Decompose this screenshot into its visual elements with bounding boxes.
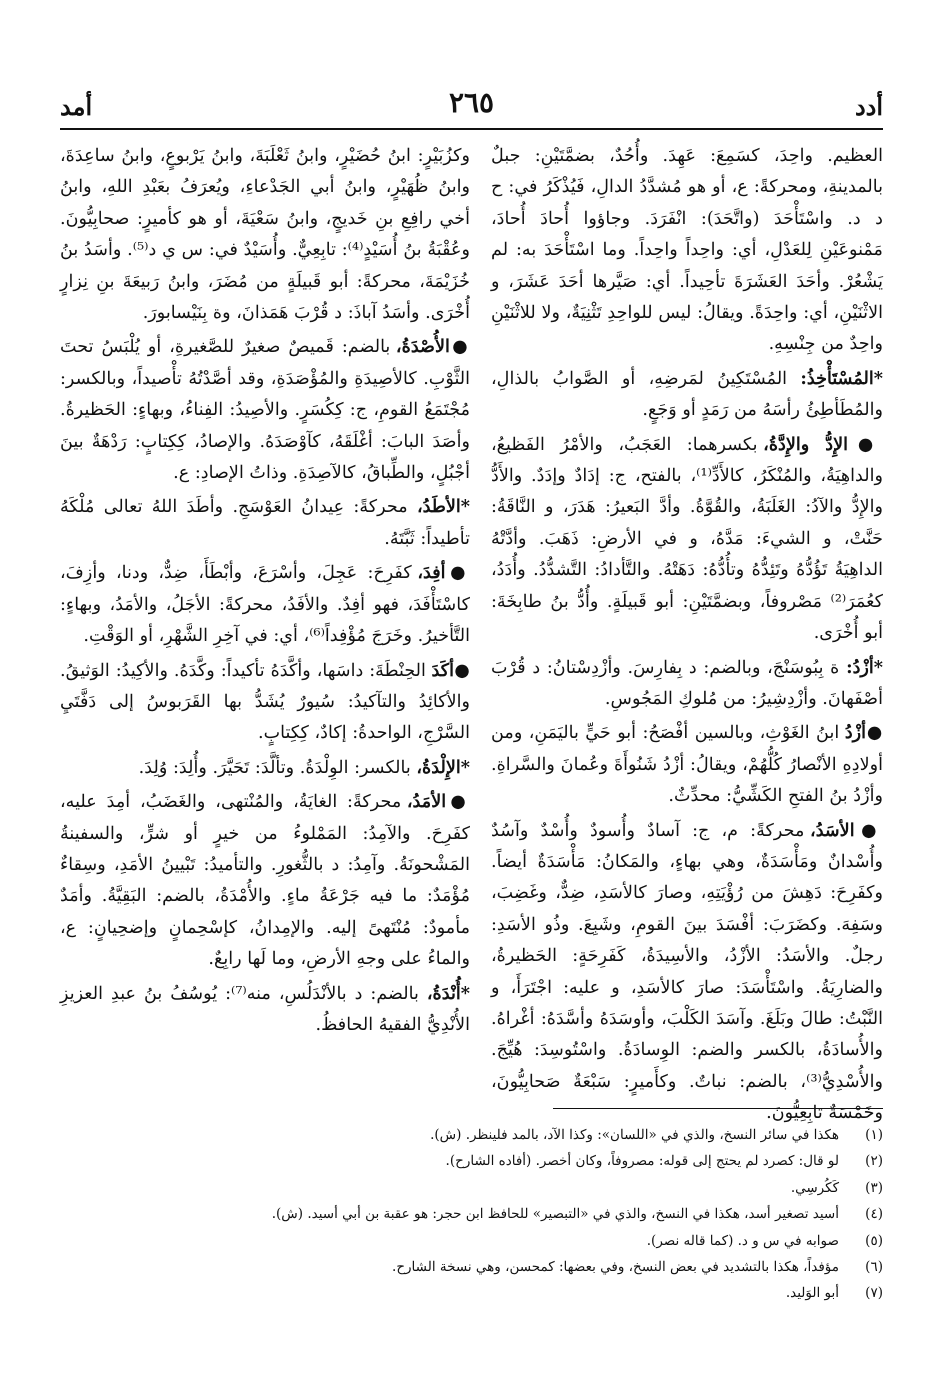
entry-headword: *الأطَدُ، bbox=[416, 496, 470, 518]
dictionary-entry bbox=[491, 140, 883, 361]
entry-headword: *أُنْدَةُ، bbox=[426, 982, 470, 1004]
footnote-number: (٥) bbox=[865, 1232, 883, 1249]
header-last-word: أمد bbox=[60, 92, 93, 121]
entry-text: بكسرهما: العَجَبُ، والأمْرُ الفَظيعُ، والداهِيَةُ، والمُنْكَرُ، كالأَدِّ⁽¹⁾، بالفتح، ج: إدَادٌ وإدَدٌ. والأَدُّ والإِدُّ والآدُ: الغَلَبَةُ، والقُوَّةُ. وأدَّ البَعيرُ: هَدَرَ، و النَّاقَةُ: حَنَّتْ، و الشيءَ: مَدَّهُ، و في الأرضِ: ذَهَبَ. وأدَّتْهُ الداهِيَةُ تَؤُدُّهُ وتَئِدُّهُ وتأُدُّهُ: دَهَتْهُ. والتَّأدادُ: التَّشدُّدُ. وأُدَدُ، كعُمَرَ⁽²⁾ مَصْروفاً، وبضمَّتَيْنِ: أبو قَبيلَةٍ. وأُدُّ بنُ طابِخَةَ: أبو أُخْرَى. bbox=[491, 434, 883, 644]
entry-text: وكزُبَيْرٍ: ابنُ حُضَيْرٍ، وابنُ ثَعْلَبَةَ، وابنُ يَرْبوعٍ، وابنُ ساعِدَةَ، وابنُ ظُهَيْرٍ، وابنُ أبي الجَدْعاءِ، ويُعرَفُ بعَبْدِ اللهِ، وابنُ أخي رافِعِ بنِ خَديجٍ، وابنُ سَعْيَةَ، أو هو كأميرٍ: صحابِيُّونَ. وعُقْبَةُ بنُ أُسَيْدٍ⁽⁴⁾: تابِعِيٌّ. وأُسَيْدٌ في: س ي د⁽⁵⁾. وأسَدُ بنُ خُزَيْمَةَ، محركةً: أبو قَبيلَةٍ من مُضَرَ، وابنُ رَبيعَةَ بنِ نِزارٍ أُخْرَى. وأسَدُ آباذَ: د قُرْبَ هَمَذانَ، وة بِنَيْسابورَ. bbox=[60, 146, 471, 324]
footnote-number: (٦) bbox=[865, 1259, 883, 1276]
entry-text: كفَرِحَ: عَجِلَ، وأسْرَعَ، وأبْطَأَ، ضِدٌّ، ودنا، وأزِفَ، كاسْتَأْفَدَ، فهو أفِدٌ. والأفَدُ، محركةً: الأجَلُ، والأمَدُ، وبهاءٍ: التَّأخيرُ. وخَرَجَ مُؤْفِداً⁽⁶⁾، أي: في آخِرِ الشَّهْرِ، أو الوَقْتِ. bbox=[60, 563, 470, 647]
entry-headword: ●الإِدُّ والإِدَّةُ، bbox=[763, 433, 883, 455]
right-column bbox=[491, 140, 884, 1124]
dictionary-entry bbox=[60, 557, 470, 652]
entry-headword: ●أزْدُ bbox=[844, 722, 883, 744]
header-root-word: أدد bbox=[854, 92, 883, 121]
entry-headword: *أزْدُ: bbox=[846, 656, 883, 678]
footnote-number: (٢) bbox=[865, 1153, 883, 1170]
dictionary-entry bbox=[60, 491, 470, 555]
header-rule bbox=[60, 128, 883, 130]
footnote bbox=[60, 1175, 883, 1201]
page-header bbox=[60, 86, 883, 126]
left-column bbox=[60, 140, 470, 1070]
footnote bbox=[60, 1280, 883, 1306]
entry-text: بالضم: د بالأنْدَلُسِ، منه⁽⁷⁾: يُوسُفُ بنُ عبدِ العزيزِ الأُنْدِيُّ الفقيهُ الحافظُ. bbox=[60, 983, 470, 1035]
footnote bbox=[60, 1228, 883, 1254]
entry-headword: ●أفِدَ، bbox=[417, 562, 470, 584]
footnote-number: (١) bbox=[865, 1127, 883, 1143]
entry-text: ة بِبُوسَنْجَ، وبالضم: د بِفارِسَ. وأزْدِسْتانُ: د قُرْبَ أصْفَهانَ. وأزْدِشِيرُ: من مُلوكِ المَجُوسِ. bbox=[491, 657, 883, 709]
footnote bbox=[60, 1201, 883, 1227]
entry-headword: ●الأسَدُ، bbox=[810, 819, 884, 841]
footnote-text: كَكُرسِي. bbox=[790, 1179, 839, 1196]
entry-text: محركةً: الغايَةُ، والمُنْتهى، والغَضَبُ، أمِدَ عليه، كفَرِحَ. والآمِدُ: المَمْلوءُ من خيرٍ أو شرٍّ، والسفينةُ المَشْحونَةُ. وآمِدُ: د بالثُّغورِ. والتأميدُ: تَبْيينُ الأمَدِ، وسِقاءٌ مُؤْمَدٌ: ما فيه جَرْعَةُ ماءٍ. والأُمْدَةُ، بالضم: البَقِيَّةُ. وأمَدٌ مأمودٌ: مُنْتَهىً إليه. والإمِدانُ، كإسْحِمانٍ وإضحِيانٍ: ع، والماءُ على وجهِ الأرضِ، وما لَها رابِعٌ. bbox=[60, 792, 470, 970]
footnote-text: أسيد تصغير أسد، هكذا في النسخ، والذي في «التبصير» للحافظ ابن حجر: هو عقبة بن أبي أسيد. (ش). bbox=[271, 1206, 839, 1223]
dictionary-entry bbox=[491, 652, 883, 716]
dictionary-entry bbox=[60, 655, 470, 750]
entry-text: محركةً: عِيدانُ العَوْسَجِ. وأطَدَ اللهُ تعالى مُلْكَهُ تأطيداً: ثَبَّتَهُ. bbox=[60, 497, 470, 549]
dictionary-entry bbox=[60, 978, 470, 1042]
dictionary-entry bbox=[491, 815, 883, 1130]
dictionary-entry bbox=[60, 786, 470, 975]
footnote bbox=[60, 1254, 883, 1280]
dictionary-entry bbox=[491, 717, 883, 812]
page-number: ٢٦٥ bbox=[448, 86, 495, 119]
entry-headword: ●الأمَدُ، bbox=[406, 791, 470, 813]
footnote-number: (٣) bbox=[865, 1179, 883, 1196]
dictionary-entry bbox=[60, 140, 470, 329]
entry-text: المُسْتَكِينُ لمَرضِهِ، أو الصَّوابُ بالذالِ، والمُطَأطِئُ رأسَهُ من رَمَدٍ أو وَجَعٍ. bbox=[491, 368, 883, 421]
entry-text: العظيم. واحِدَ، كسَمِعَ: عَهِدَ. وأُحُدٌ، بضمَّتَيْنِ: جبلٌ بالمدينةِ، ومحركةً: ع، أو هو مُشدَّدُ الدالِ، فَيُذْكَرُ في: ح د د. واسْتَأْحَدَ (واتَّحَدَ): انْفَرَدَ. وجاؤوا أُحادَ أُحادَ، مَمْنوعَيْنِ لِلعَدْلِ، أي: واحِداً واحِداً. وما اسْتَأْحَدَ به: لم يَشْعُرْ. وأحَدَ العَشَرَةَ تأحِيداً. أي: صَيَّرها أحَدَ عَشَرَ، و الاثْنَيْنِ، أي: واحِدَةً. ويقالُ: ليس للواحِدِ تَثْنِيَةٌ، ولا للاثْنَيْنِ واحِدٌ من جِنْسِهِ. bbox=[491, 146, 883, 355]
footnote-text: لو قال: كصرد لم يحتج إلى قوله: مصروفاً، وكان أخصر. (أفاده الشارح). bbox=[445, 1153, 839, 1170]
entry-text: ابنُ الغَوْثِ، وبالسين أفْصَحُ: أبو حَيٍّ باليَمَنِ، ومن أولادِهِ الأنْصارُ كُلُّهُمْ، ويقالُ: أزْدُ شَنُوأَةَ وعُمانَ والسَّراةِ. وأزْدُ بنُ الفتحِ الكَشِّيُّ: محدِّثٌ. bbox=[491, 723, 883, 807]
footnote-text: مؤفداً، هكذا بالتشديد في بعض النسخ، وفي بعضها: كمحسن، وهي نسخة الشارح. bbox=[392, 1259, 839, 1276]
entry-headword: ●أكَدَ bbox=[431, 659, 470, 681]
dictionary-entry bbox=[60, 331, 470, 489]
footnote-number: (٤) bbox=[865, 1206, 883, 1223]
entry-text: محركةً: م، ج: آسادٌ وأُسودٌ وأُسْدٌ وآسُدٌ وأُسْدانٌ ومَأْسَدَةٌ، وهي بهاءٍ، والمَكانُ: مَأْسَدَةٌ أيضاً. وكفَرِحَ: دَهِشَ من رُؤْيَتِهِ، وصارَ كالأسَدِ، ضِدٌّ، وغَضِبَ، وسَفِهَ. وكضَرَبَ: أفْسَدَ بينَ القومِ، وشَبِعَ. وذُو الأسَدِ: رجلٌ. والأسَدُ: الأزْدُ، والأسِيدَةُ، كَفَرِحَةٍ: الحَظيرةُ، والضارِيَةُ. واسْتَأْسَدَ: صارَ كالأسَدِ، و عليه: اجْتَرَأَ، و النَّبْتُ: طالَ وبَلَغَ. وآسَدَ الكَلْبَ، وأوسَدَهُ وأسَّدَهُ: أغْراهُ. والأُسادَةُ، بالكسر والضم: الوِسادَةُ. واسْتُوسِدَ: هُيِّجَ. والأُسْدِيُّ⁽³⁾، بالضم: نباتٌ. وكأَميرٍ: سَبْعَةٌ صَحابِيُّونَ، وخَمْسَةٌ تابِعِيُّونَ. bbox=[491, 820, 883, 1124]
footnote-rule bbox=[553, 1108, 883, 1109]
footnote bbox=[60, 1148, 883, 1174]
footnote-text: هكذا في سائر النسخ، والذي في «اللسان»: وكذا الآد، بالمد فلينظر. (ش). bbox=[430, 1127, 839, 1143]
dictionary-entry bbox=[491, 363, 883, 427]
dictionary-entry bbox=[491, 429, 883, 650]
footnotes bbox=[60, 1122, 883, 1307]
footnote bbox=[60, 1122, 883, 1148]
entry-text: بالضم: قَميصٌ صغيرٌ للصَّغيرةِ، أو يُلْبَسُ تحتَ الثَّوْبِ. كالأصِيدَةِ والمُؤْصَدَةِ، وقد أصَّدْتُهُ تأْصيداً، وبالكسر: مُجْتَمَعُ القومِ، ج: كِكُسَرٍ. والأصِيدُ: الفِناءُ، وبهاءٍ: الحَظيرةُ. وأصَدَ البابَ: أغْلَقَهُ، كآوْصَدَهُ. والإصادُ، كِكِتابٍ: رَدْهَةٌ بينَ أجْبُلٍ، والطِّباقُ، كالآصِدَةِ. وذاتُ الإصادِ: ع. bbox=[60, 337, 470, 484]
footnote-text: أبو الوَليد. bbox=[785, 1285, 839, 1302]
entry-headword: ●الأُصْدَةُ، bbox=[395, 336, 470, 358]
entry-text: الحِنْطَةَ: داسَها، وأكَّدَهُ تأكيداً: وكَّدَهُ. والأكِيدُ: الوَثيقُ. والأكائِدُ والتآكيدُ: سُيورٌ يُشَدُّ بها القَرَبوسُ إلى دَفَّتَيِ السَّرْجِ، الواحدةُ: إكادٌ، كِكِتابٍ. bbox=[60, 660, 470, 744]
entry-headword: *المُسْتَأْخِذُ: bbox=[800, 367, 883, 389]
entry-headword: *الإِلْدَةُ، bbox=[416, 756, 470, 778]
footnote-number: (٧) bbox=[865, 1285, 883, 1302]
footnote-text: صوابه في س و د. (كما قاله نصر). bbox=[646, 1232, 839, 1249]
entry-text: بالكسر: الوِلْدَةُ. وتألَّدَ: تَحَيَّرَ. وأُلِدَ: وُلِدَ. bbox=[138, 757, 417, 778]
dictionary-entry bbox=[60, 752, 470, 784]
